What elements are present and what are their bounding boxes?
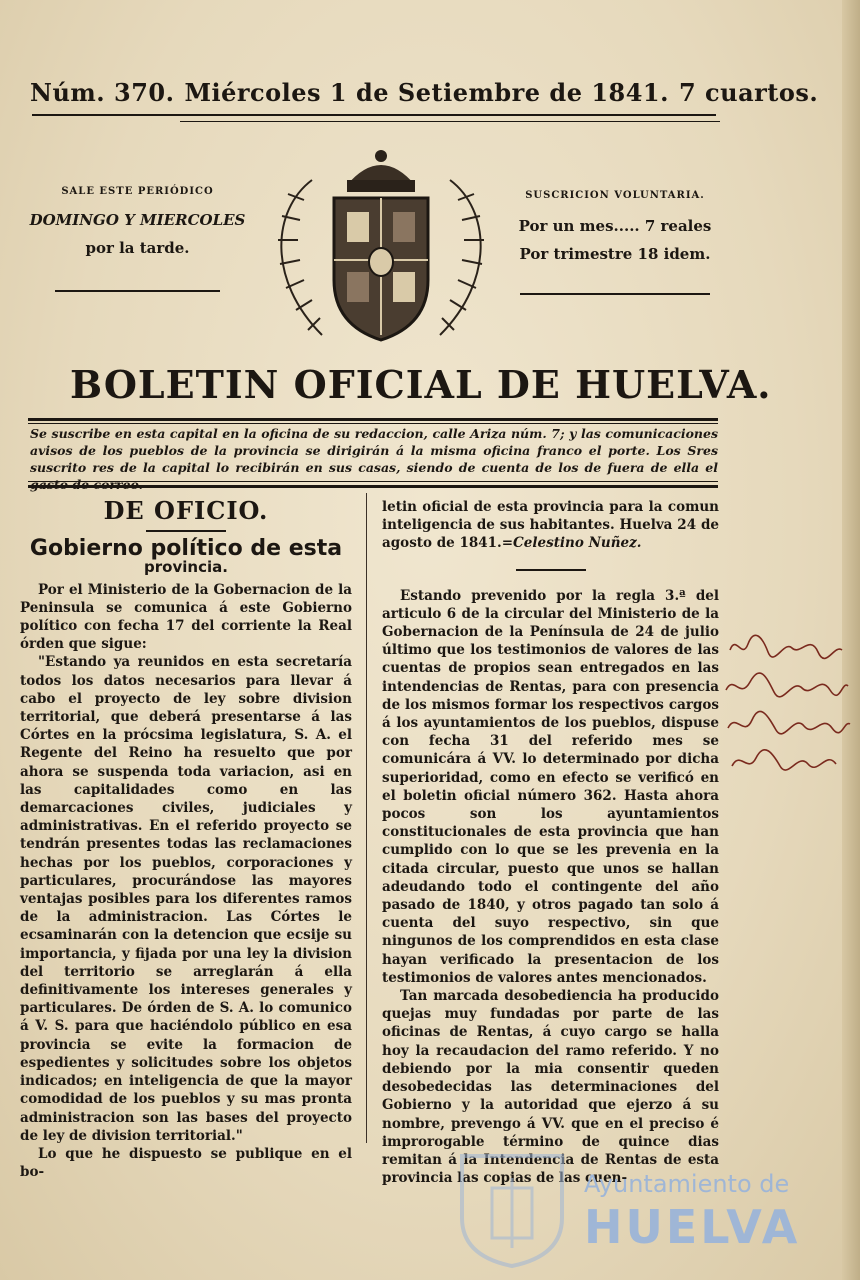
schedule-days: DOMINGO Y MIERCOLES	[29, 211, 246, 229]
publication-schedule	[25, 186, 250, 257]
issue-header	[30, 78, 819, 118]
left-column	[20, 498, 352, 1181]
subscription-monthly: Por un mes..... 7 reales	[518, 217, 712, 235]
schedule-time: por la tarde.	[85, 239, 190, 257]
right-block-rule	[520, 293, 710, 295]
watermark-line-1: Ayuntamiento de	[584, 1170, 790, 1198]
right-column	[382, 498, 719, 1187]
section-rule	[146, 530, 226, 532]
subscription-notice: Se suscribe en esta capital en la oficina de su redaccion, calle Ariza núm. 7; y las comunicaciones avisos de los pueblos de la provincia se dirigirán á la misma oficina franco el porte. Los Sres suscrito res de la capital lo recibirán en sus casas, siendo de cuenta de los de fuera de ella el	[30, 426, 718, 475]
section-heading: DE OFICIO.	[103, 496, 269, 525]
article-separator	[516, 569, 586, 571]
issue-number: Núm. 370.	[30, 78, 175, 107]
royal-coat-of-arms-icon	[252, 140, 510, 350]
subscription-info	[515, 190, 715, 263]
article-subtitle: provincia.	[144, 558, 228, 577]
subscription-quarterly: Por trimestre 18 idem.	[519, 245, 711, 263]
article-paragraph: Estando prevenido por la regla 3.ª del articulo 6 de la circular del Ministerio de la Gobernacion de la Península de 24 de julio último que los testimonios de valores de las cuentas de propios sean entregados en las intendencias de Rentas, para con presencia de los mismos formar los respectivos cargos á los ayuntamientos de los pueblos, dispuse con fecha 31 del referido mes se comunicára á VV. lo determinado por dicha superioridad, como en efecto se verificó en el boletin oficial número 362. Hasta ahora pocos son los ayuntamientos constitucionales de esta provincia que han cumplido con lo que se les prevenia en la citada circular, puesto que unos se hallan adeudando todo el contingente del año pasado de 1840, y otros pagado tan solo á cuenta del suyo respectivo, sin que ningunos de los comprendidos en esta clase hayan verificado la presentacion de los testimonios de valores antes mencionados.	[382, 587, 719, 986]
continued-text: letin oficial de esta provincia para la comun inteligencia de sus habitantes. Huelva 24 de agosto de 1841.	[382, 499, 719, 552]
issue-price: 7 cuartos.	[678, 78, 819, 107]
column-separator	[366, 493, 367, 1143]
article-paragraph: "Estando ya reunidos en esta secretaría todos los datos necesarios para llevar á cabo el proyecto de ley sobre division territorial, que deberá presentarse á las Córtes en la prócsima legislatura, S. A. el Regente del Reino ha resuelto que por ahora se suspenda toda variacion, asi en las capitalidades como en las demarcaciones civiles, judiciales y administrativas. En el referido proyecto se tendrán presentes todas las reclamaciones hechas por los pueblos, corporaciones y particulares, procurándose las mayores ventajas posibles para los diferentes ramos de la administracion. Las Córtes le ecsaminarán con la detencion que ecsije su importancia, y fijada por una ley la division del territorio se arreglarán á ella definitivamente los intereses generales y particulares. De órden de S. A. lo comunico á V. S. para que haciéndolo público en esa provincia se evite la formacion de espedientes y solicitudes sobre los objetos indicados; en inteligencia de que la mayor comodidad de los pueblos y su mas pronta administracion son las bases del proyecto de ley de division territorial."	[20, 654, 352, 1144]
header-rule	[32, 114, 716, 116]
handwritten-annotation-icon	[722, 630, 852, 780]
signature: =Celestino Nuñez.	[501, 535, 642, 552]
notice-rule-2	[28, 485, 718, 488]
masthead-rule-2	[28, 423, 718, 424]
article-paragraph: Por el Ministerio de la Gobernacion de la Peninsula se comunica á este Gobierno político con fecha 17 del corriente la Real órden que sigue:	[20, 581, 352, 653]
article-paragraph	[382, 498, 719, 553]
masthead-title: BOLETIN OFICIAL DE HUELVA.	[70, 362, 772, 407]
notice-rule-1	[28, 481, 718, 482]
article-title: Gobierno político de esta	[29, 536, 343, 562]
masthead-rule-1	[28, 418, 718, 421]
header-rule-thin	[180, 121, 720, 122]
schedule-line-1: SALE ESTE PERIÓDICO	[61, 186, 214, 197]
left-block-rule	[55, 290, 220, 292]
issue-date: Miércoles 1 de Setiembre de 1841.	[184, 78, 669, 107]
watermark-line-2: HUELVA	[584, 1200, 801, 1254]
article-paragraph: Lo que he dispuesto se publique en el bo-	[20, 1145, 352, 1181]
subscription-heading: SUSCRICION VOLUNTARIA.	[525, 190, 705, 201]
article-paragraph: Tan marcada desobediencia ha producido quejas muy fundadas por parte de las oficinas de Rentas, á cuyo cargo se halla hoy la recaudacion del ramo referido. Y no debiendo por la mia consentir queden desobedecidas las determinaciones del Gobierno y la autoridad que ejerzo á su nombre, prevengo á VV. que en el preciso é improrogable término de quince dias remitan á la Intendencia de Rentas de esta provincia las copias de las cuen-	[382, 988, 719, 1187]
